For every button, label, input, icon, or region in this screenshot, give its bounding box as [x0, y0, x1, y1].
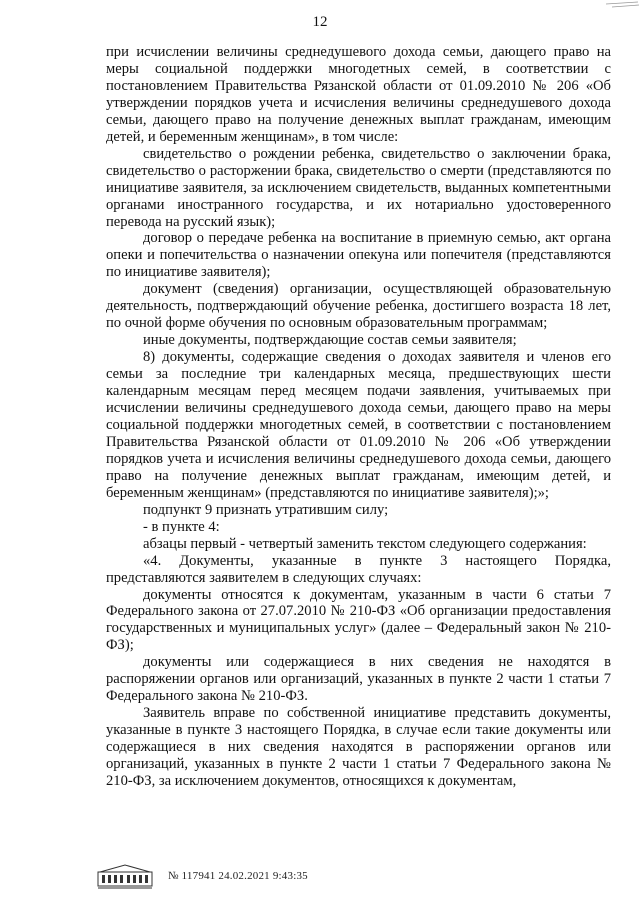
document-body: [106, 44, 611, 790]
paragraph: документы относятся к документам, указанным в части 6 статьи 7 Федерального закона от 27.07.2010 № 210-ФЗ «Об организации предоставления государственных и муниципальных услуг» (далее – Федеральный закон № 210-ФЗ);: [106, 586, 611, 654]
paragraph: подпункт 9 признать утратившим силу;: [143, 501, 389, 518]
document-id-timestamp: № 117941 24.02.2021 9:43:35: [168, 870, 308, 882]
paragraph: Заявитель вправе по собственной инициативе представить документы, указанные в пункте 3 настоящего Порядка, в случае если такие документы или содержащиеся в них сведения находятся в распоряжении органов или организаций, указанных в пункте 2 части 1 статьи 7 Федерального закона № 210-ФЗ, за исключением документов, относящихся к документам,: [106, 705, 611, 789]
paragraph: - в пункте 4:: [143, 518, 220, 535]
paragraph: 8) документы, содержащие сведения о доходах заявителя и членов его семьи за последние три календарных месяца, предшествующих шести календарным месяцам перед месяцем подачи заявления, учитываемых при исчислении величины среднедушевого дохода семьи, дающего право на меры социальной поддержки многодетных семей, в соответствии с постановлением Правительства Рязанской области от 01.09.2010 № 206 «Об утверждении порядков учета и исчисления величины среднедушевого дохода семьи, дающего право на получение денежных выплат гражданам, имеющим детей, и беременным женщинам» (представляются по инициативе заявителя);»;: [106, 349, 611, 501]
paragraph: «4. Документы, указанные в пункте 3 настоящего Порядка, представляются заявителем в следующих случаях:: [106, 552, 611, 586]
paragraph: абзацы первый - четвертый заменить текстом следующего содержания:: [143, 535, 587, 552]
page-number: 12: [312, 14, 328, 30]
paragraph: документ (сведения) организации, осуществляющей образовательную деятельность, подтверждающий обучение ребенка, достигшего возраста 18 лет, по очной форме обучения по основным образовательным программам;: [106, 281, 611, 332]
paragraph: договор о передаче ребенка на воспитание в приемную семью, акт органа опеки и попечительства о назначении опекуна или попечителя (представляются по инициативе заявителя);: [106, 230, 611, 281]
corner-scan-mark: [600, 0, 640, 14]
paragraph: документы или содержащиеся в них сведения не находятся в распоряжении органов или организаций, указанных в пункте 2 части 1 статьи 7 Федерального закона № 210-ФЗ.: [106, 654, 611, 705]
paragraph: при исчислении величины среднедушевого дохода семьи, дающего право на меры социальной поддержки многодетных семей, в соответствии с постановлением Правительства Рязанской области от 01.09.2010 № 206 «Об утверждении порядков учета и исчисления величины среднедушевого дохода семьи, дающего право на получение денежных выплат гражданам, имеющим детей, и беременным женщинам», в том числе:: [106, 44, 611, 145]
building-stamp-icon: [96, 862, 154, 890]
paragraph: свидетельство о рождении ребенка, свидетельство о заключении брака, свидетельство о расторжении брака, свидетельство о смерти (представляются по инициативе заявителя, за исключением свидетельств, выданных компетентными органами иностранного государства, и их нотариально удостоверенного перевода на русский язык);: [106, 145, 611, 230]
paragraph: иные документы, подтверждающие состав семьи заявителя;: [143, 332, 517, 349]
page-footer: [96, 862, 308, 890]
